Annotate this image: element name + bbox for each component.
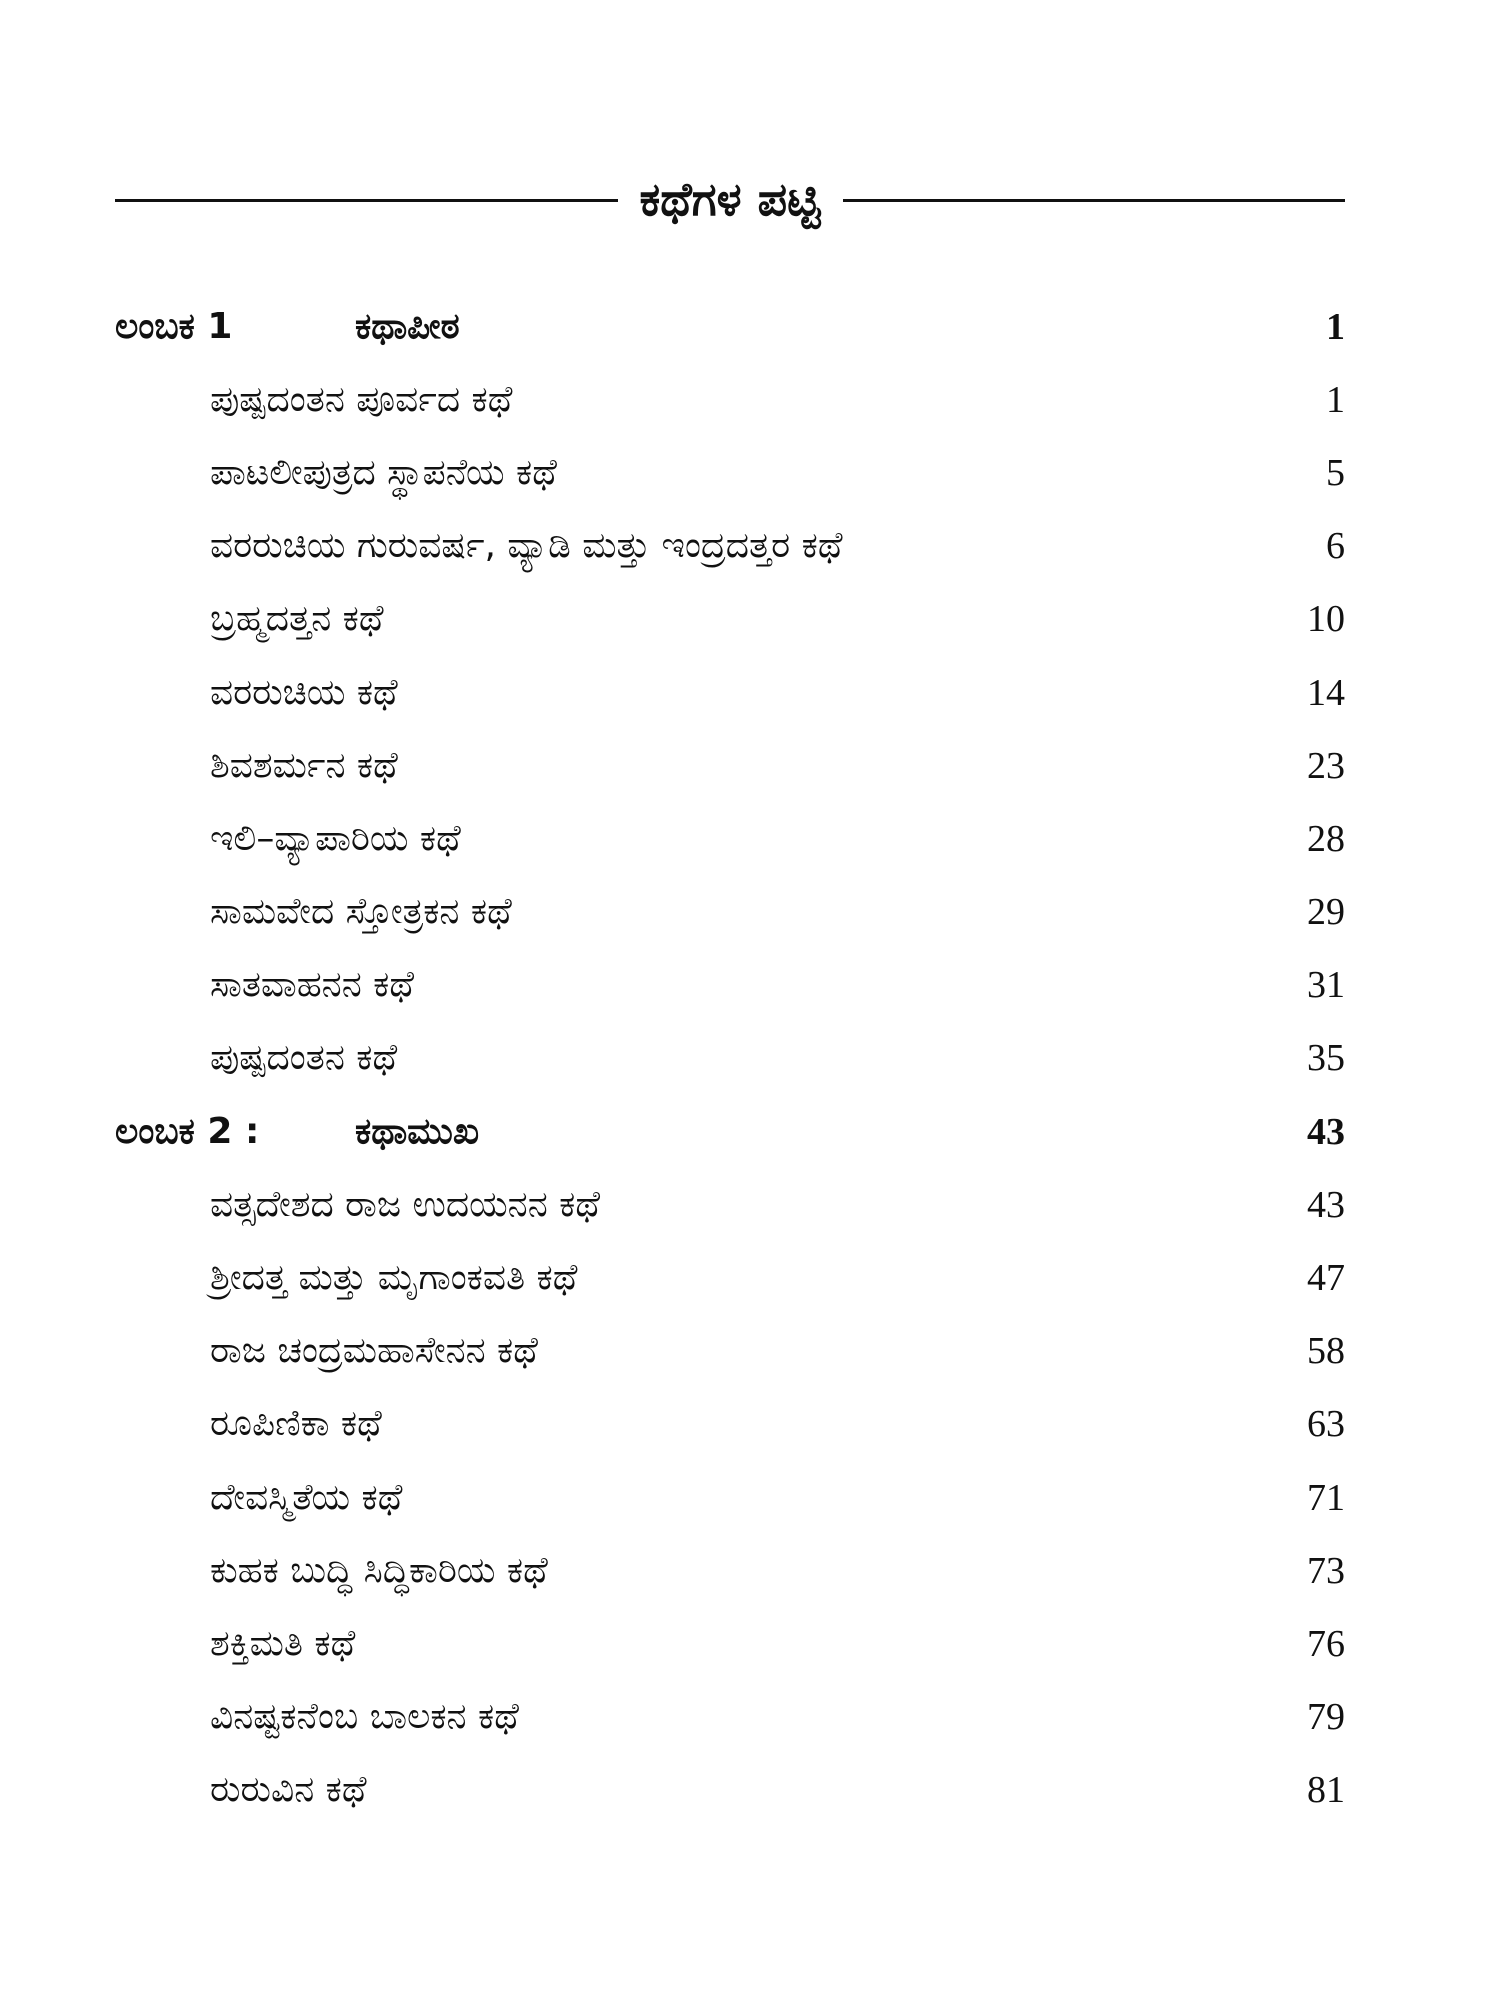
page-number: 28 (1307, 817, 1345, 860)
toc-story-row (115, 949, 1345, 1022)
story-title: ಬ್ರಹ್ಮದತ್ತನ ಕಥೆ (210, 598, 384, 640)
toc-entry-title-group (115, 598, 384, 640)
toc-section-row (115, 290, 1345, 363)
toc-story-row (115, 1241, 1345, 1314)
toc-entry-title-group (115, 525, 843, 567)
page-number: 43 (1307, 1110, 1345, 1153)
toc-story-row (115, 729, 1345, 802)
story-title: ರಾಜ ಚಂದ್ರಮಹಾಸೇನನ ಕಥೆ (210, 1330, 538, 1372)
toc-entry-title-group (115, 672, 398, 714)
story-title: ಶಿವಶರ್ಮನ ಕಥೆ (210, 744, 398, 786)
page-title: ಕಥೆಗಳ ಪಟ್ಟಿ (639, 172, 821, 226)
toc-entry-title-group (115, 1330, 538, 1372)
section-label: ಲಂಬಕ 1 (115, 305, 233, 347)
section-title: ಕಥಾಪೀಠ (355, 305, 460, 347)
page-number: 14 (1307, 671, 1345, 714)
story-title: ಸಾತವಾಹನನ ಕಥೆ (210, 964, 415, 1006)
page-number: 31 (1307, 964, 1345, 1007)
story-title: ಕುಹಕ ಬುದ್ಧಿ ಸಿದ್ಧಿಕಾರಿಯ ಕಥೆ (210, 1549, 548, 1591)
page-number: 58 (1307, 1330, 1345, 1373)
toc-story-row (115, 802, 1345, 875)
section-title: ಕಥಾಮುಖ (355, 1110, 480, 1152)
toc-entry-title-group (115, 1550, 548, 1592)
toc-entry-title-group (115, 818, 461, 860)
toc-story-row (115, 656, 1345, 729)
story-title: ಪುಷ್ಪದಂತನ ಪೂರ್ವದ ಕಥೆ (210, 378, 513, 420)
toc-entry-title-group (115, 306, 460, 348)
toc-story-row (115, 436, 1345, 509)
toc-entry-title-group (115, 964, 414, 1006)
page-number: 47 (1307, 1257, 1345, 1300)
story-title: ಶ್ರೀದತ್ತ ಮತ್ತು ಮೃಗಾಂಕವತಿ ಕಥೆ (210, 1257, 578, 1299)
story-title: ವರರುಚಿಯ ಗುರುವರ್ಷ, ವ್ಯಾಡಿ ಮತ್ತು ಇಂದ್ರದತ್ತರ ಕಥೆ (210, 525, 843, 567)
story-title: ದೇವಸ್ಮಿತೆಯ ಕಥೆ (210, 1476, 403, 1518)
toc-entry-title-group (115, 1623, 355, 1665)
story-title: ರುರುವಿನ ಕಥೆ (210, 1769, 367, 1811)
page-number: 73 (1307, 1549, 1345, 1592)
toc-entry-title-group (115, 1184, 600, 1226)
toc-entry-title-group (115, 1111, 479, 1153)
toc-entry-title-group (115, 1477, 402, 1519)
toc-story-row (115, 1461, 1345, 1534)
page-number: 63 (1307, 1403, 1345, 1446)
toc-story-row (115, 1022, 1345, 1095)
story-title: ಇಲಿ–ವ್ಯಾಪಾರಿಯ ಕಥೆ (210, 817, 461, 859)
toc-section-row (115, 1095, 1345, 1168)
page-number: 71 (1307, 1476, 1345, 1519)
page-number: 1 (1326, 305, 1345, 348)
table-of-contents (115, 290, 1345, 1827)
toc-story-row (115, 1534, 1345, 1607)
story-title: ವರರುಚಿಯ ಕಥೆ (210, 671, 398, 713)
toc-story-row (115, 1681, 1345, 1754)
story-title: ಶಕ್ತಿಮತಿ ಕಥೆ (210, 1622, 356, 1664)
page-number: 23 (1307, 744, 1345, 787)
toc-story-row (115, 583, 1345, 656)
page-header (115, 160, 1345, 240)
toc-story-row (115, 510, 1345, 583)
page-number: 5 (1326, 451, 1345, 494)
toc-story-row (115, 1754, 1345, 1827)
toc-entry-title-group (115, 1696, 519, 1738)
page-number: 29 (1307, 891, 1345, 934)
story-title: ಪುಷ್ಪದಂತನ ಕಥೆ (210, 1037, 398, 1079)
toc-entry-title-group (115, 745, 398, 787)
title-rule-right (843, 199, 1346, 202)
story-title: ಸಾಮವೇದ ಸ್ತೋತ್ರಕನ ಕಥೆ (210, 891, 512, 933)
toc-story-row (115, 1607, 1345, 1680)
page-number: 76 (1307, 1622, 1345, 1665)
story-title: ವಿನಷ್ಟಕನೆಂಬ ಬಾಲಕನ ಕಥೆ (210, 1696, 519, 1738)
toc-story-row (115, 1388, 1345, 1461)
page-number: 6 (1326, 525, 1345, 568)
story-title: ರೂಪಿಣಿಕಾ ಕಥೆ (210, 1403, 382, 1445)
section-label: ಲಂಬಕ 2 : (115, 1110, 260, 1152)
page-number: 1 (1326, 378, 1345, 421)
page-number: 79 (1307, 1696, 1345, 1739)
page-number: 43 (1307, 1183, 1345, 1226)
toc-entry-title-group (115, 379, 512, 421)
toc-entry-title-group (115, 1037, 397, 1079)
title-rule-left (115, 199, 618, 202)
toc-entry-title-group (115, 1769, 367, 1811)
page-number: 81 (1307, 1769, 1345, 1812)
toc-entry-title-group (115, 1257, 577, 1299)
toc-entry-title-group (115, 452, 557, 494)
page-number: 10 (1307, 598, 1345, 641)
toc-story-row (115, 1315, 1345, 1388)
toc-entry-title-group (115, 1403, 382, 1445)
story-title: ಪಾಟಲೀಪುತ್ರದ ಸ್ಥಾಪನೆಯ ಕಥೆ (210, 451, 557, 493)
page-number: 35 (1307, 1037, 1345, 1080)
toc-story-row (115, 1168, 1345, 1241)
toc-story-row (115, 363, 1345, 436)
toc-entry-title-group (115, 891, 512, 933)
toc-story-row (115, 876, 1345, 949)
story-title: ವತ್ಸದೇಶದ ರಾಜ ಉದಯನನ ಕಥೆ (210, 1183, 601, 1225)
